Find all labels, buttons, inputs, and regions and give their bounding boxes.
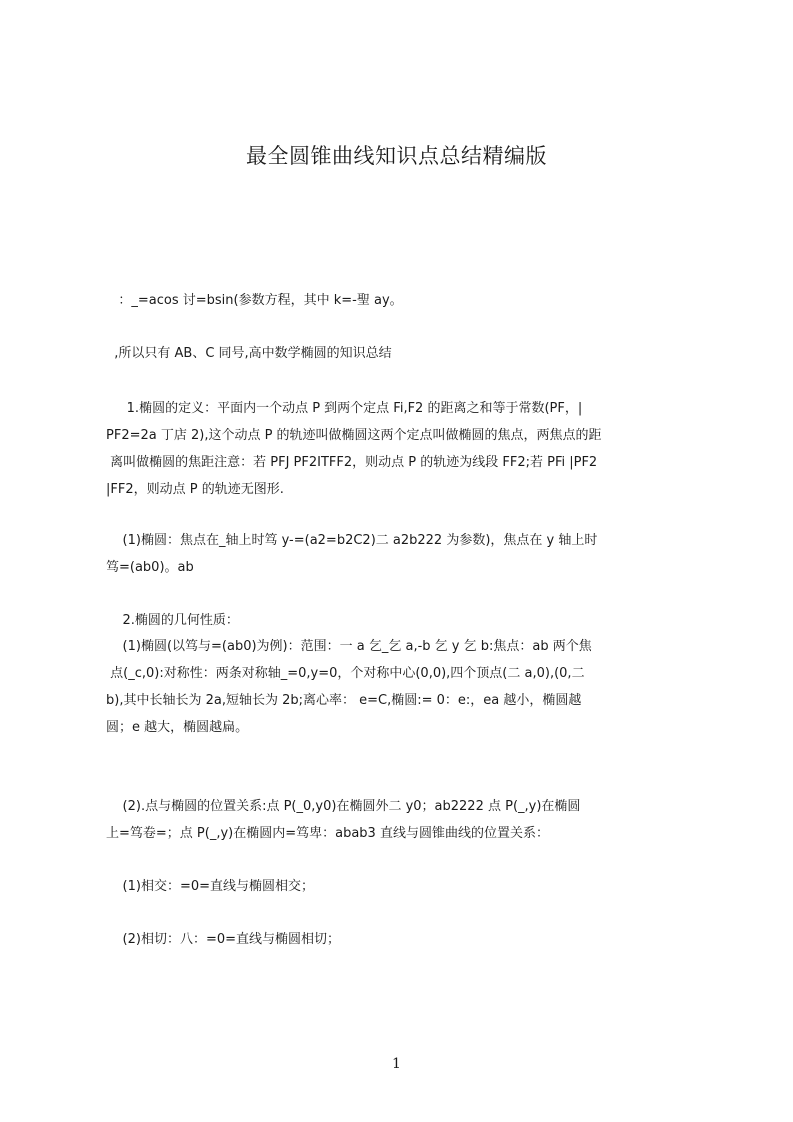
text-line: (2)相切：八：=0=直线与椭圆相切； — [106, 932, 341, 947]
paragraph-parametric — [106, 287, 698, 314]
text-line: (1)相交：=0=直线与椭圆相交； — [106, 879, 315, 894]
text-line: 圆；e 越大，椭圆越扁。 — [106, 720, 249, 735]
paragraph-intersect — [106, 873, 698, 900]
paragraph-ellipse-definition — [106, 395, 698, 503]
paragraph-intro — [106, 340, 698, 367]
paragraph-properties-body — [106, 633, 698, 741]
text-line: PF2=2a 丁店 2),这个动点 P 的轨迹叫做椭圆这两个定点叫做椭圆的焦点，两焦点的距 — [106, 428, 602, 443]
text-line: b),其中长轴长为 2a,短轴长为 2b;离心率： e=C,椭圆:= 0：e:，ea 越小，椭圆越 — [106, 693, 582, 708]
text-line: ,所以只有 AB、C 同号,高中数学椭圆的知识总结 — [106, 346, 392, 361]
text-line: 上=笃卷=；点 P(_,y)在椭圆内=笃卑：abab3 直线与圆锥曲线的位置关系： — [106, 826, 549, 841]
text-line: |FF2，则动点 P 的轨迹无图形. — [106, 482, 284, 497]
paragraph-tangent — [106, 926, 698, 953]
text-line: (2).点与椭圆的位置关系:点 P(_0,y0)在椭圆外二 y0；ab2222 点 P(_,y)在椭圆 — [106, 799, 581, 814]
text-line: 离叫做椭圆的焦距注意：若 PFJ PF2ITFF2，则动点 P 的轨迹为线段 FF2;若 PFi |PF2 — [106, 455, 598, 470]
text-line: (1)椭圆：焦点在_轴上时笃 y-=(a2=b2C2)二 a2b222 为参数)，焦点在 y 轴上时 — [106, 533, 598, 548]
text-line: ：_=acos 讨=bsin(参数方程，其中 k=-聖 ay。 — [106, 293, 403, 308]
paragraph-ellipse-equation — [106, 527, 698, 581]
text-line: (1)椭圆(以笃与=(ab0)为例)：范围：一 a 乞_乞 a,-b 乞 y 乞 b:焦点：ab 两个焦 — [106, 639, 592, 654]
text-line: 点(_c,0):对称性：两条对称轴_=0,y=0，个对称中心(0,0),四个顶点(二 a,0),(0,二 — [106, 666, 585, 681]
paragraph-point-position — [106, 793, 698, 847]
text-line: 2.椭圆的几何性质： — [106, 613, 239, 628]
text-line: 1.椭圆的定义：平面内一个动点 P 到两个定点 Fi,F2 的距离之和等于常数(PF，| — [106, 401, 583, 416]
text-line: 笃=(ab0)。ab — [106, 560, 194, 575]
page-number: 1 — [392, 1056, 401, 1072]
section-heading-geometric-properties — [106, 607, 698, 634]
page-title: 最全圆锥曲线知识点总结精编版 — [246, 144, 547, 168]
